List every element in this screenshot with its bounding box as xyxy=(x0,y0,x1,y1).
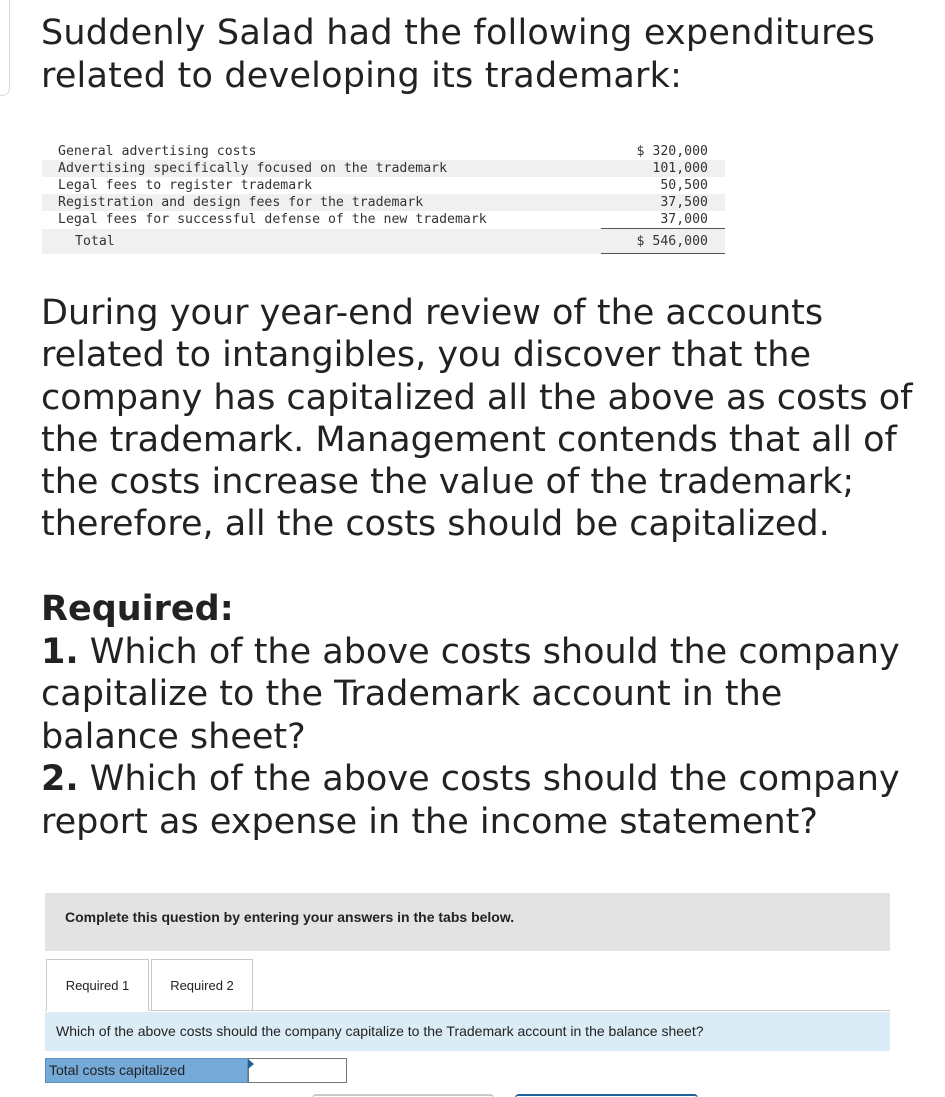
question-prompt: Which of the above costs should the company capitalize to the Trademark account in the balance sheet? xyxy=(45,1012,890,1051)
intro-paragraph: Suddenly Salad had the following expenditures related to developing its trademark: xyxy=(41,13,876,96)
total-amount: $ 546,000 xyxy=(601,229,725,254)
input-corner-marker-icon xyxy=(248,1059,254,1069)
cost-amount: 37,500 xyxy=(601,194,725,211)
total-costs-capitalized-input[interactable] xyxy=(248,1058,347,1083)
table-row xyxy=(42,211,725,229)
required-section xyxy=(41,588,921,843)
cost-amount: 37,000 xyxy=(601,211,725,229)
required-question-2 xyxy=(41,758,921,843)
question-text: Which of the above costs should the company capitalize to the Trademark account in the balance sheet? xyxy=(41,631,900,757)
required-heading: Required: xyxy=(41,589,234,629)
table-row xyxy=(42,194,725,211)
answer-label: Total costs capitalized xyxy=(45,1058,248,1083)
cost-label: Legal fees to register trademark xyxy=(58,178,313,193)
cost-amount: $ 320,000 xyxy=(636,144,708,159)
cost-amount: 50,500 xyxy=(660,178,708,193)
review-paragraph: During your year-end review of the accounts related to intangibles, you discover that the company has capitalized all the above as costs of the trademark. Management contends that all of the costs increase the value of the trademark; therefore, all the costs should be capitalized. xyxy=(41,293,913,545)
tab-required-2[interactable]: Required 2 xyxy=(151,959,253,1011)
question-number: 2. xyxy=(41,759,79,799)
tab-divider xyxy=(45,1010,890,1011)
cost-label: Legal fees for successful defense of the new trademark xyxy=(58,212,487,228)
tab-required-1[interactable]: Required 1 xyxy=(46,959,149,1011)
question-number: 1. xyxy=(41,631,79,672)
expenditures-table xyxy=(42,143,725,254)
question-text: Which of the above costs should the company report as expense in the income statement? xyxy=(41,759,900,842)
table-row xyxy=(42,177,725,194)
table-row xyxy=(42,143,725,160)
total-label: Total xyxy=(42,229,563,254)
cost-amount: 101,000 xyxy=(601,160,725,177)
cost-label: Registration and design fees for the trademark xyxy=(42,194,563,211)
instructions-banner: Complete this question by entering your answers in the tabs below. xyxy=(45,893,890,951)
cost-label: General advertising costs xyxy=(58,144,257,159)
page-corner-frame xyxy=(0,0,10,96)
table-row xyxy=(42,160,725,177)
required-question-1 xyxy=(41,631,921,759)
cost-label: Advertising specifically focused on the trademark xyxy=(42,160,563,177)
total-row xyxy=(42,229,725,254)
